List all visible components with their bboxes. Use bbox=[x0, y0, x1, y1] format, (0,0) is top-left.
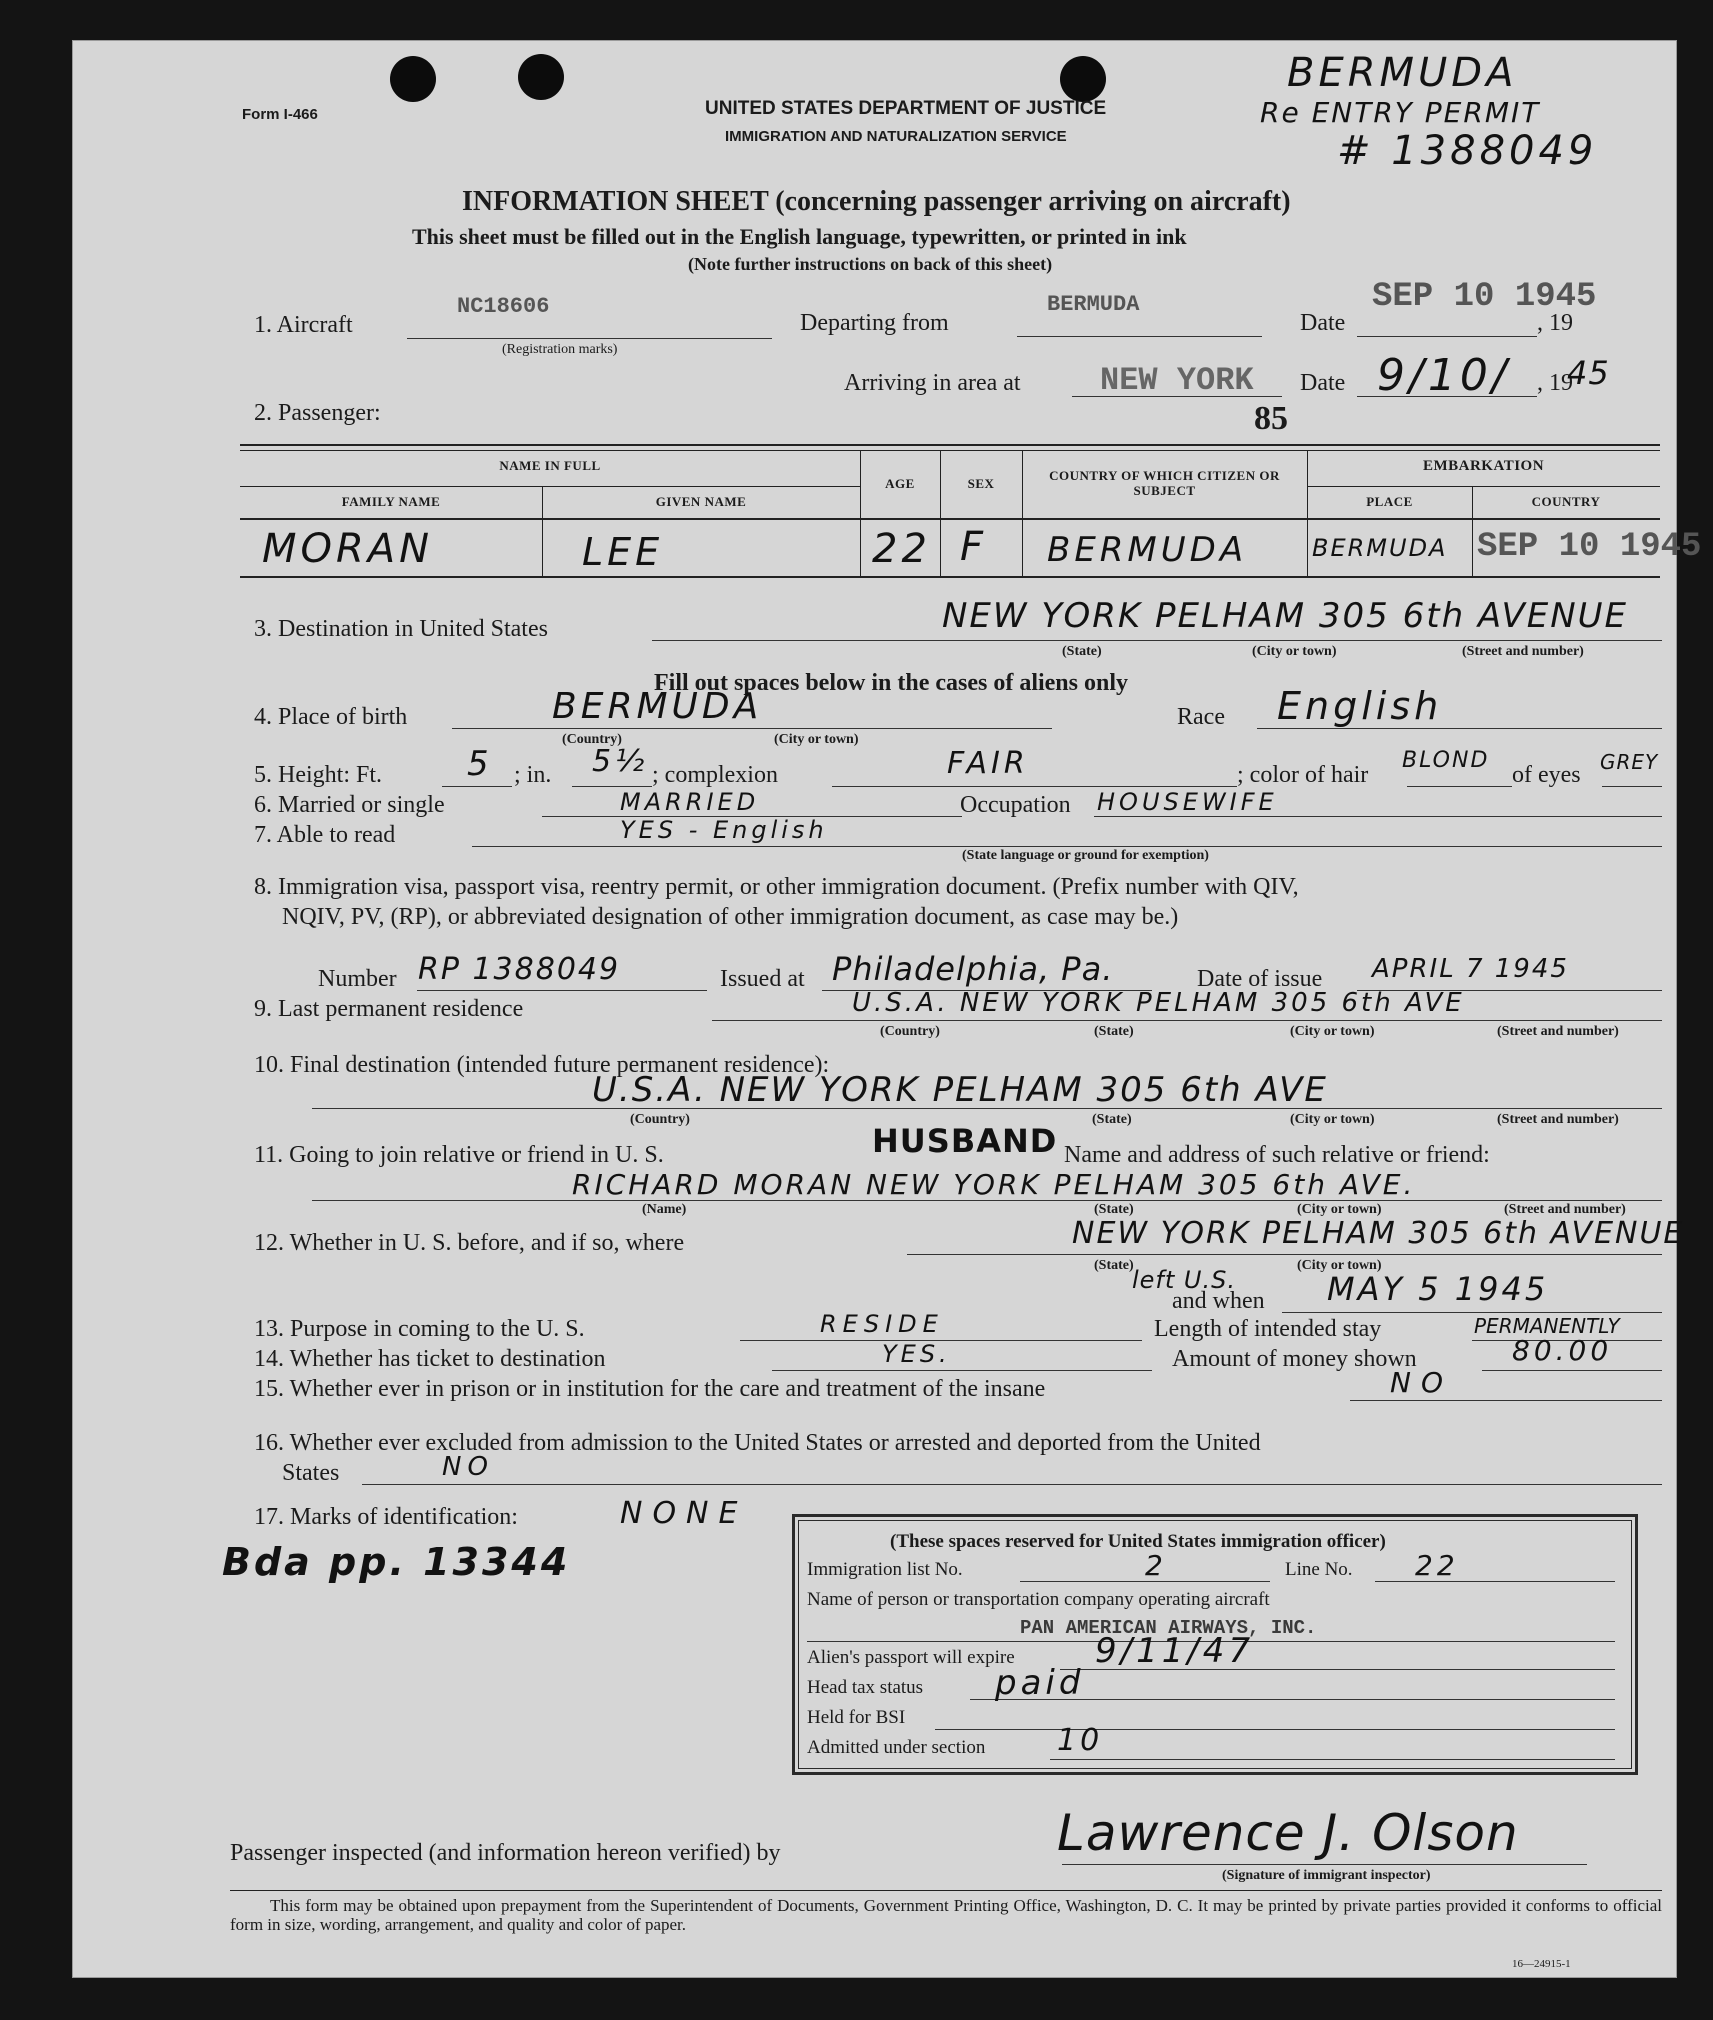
arriving-label: Arriving in area at bbox=[844, 370, 1021, 396]
officer-heading: (These spaces reserved for United States immigration officer) bbox=[890, 1531, 1386, 1552]
final-state-caption: (State) bbox=[1092, 1112, 1132, 1127]
issued-at-label: Issued at bbox=[720, 966, 805, 992]
date-of-issue-value: APRIL 7 1945 bbox=[1372, 954, 1569, 984]
height-in-value: 5½ bbox=[592, 744, 649, 779]
header-place: PLACE bbox=[1366, 494, 1413, 509]
passenger-number: 85 bbox=[1254, 400, 1288, 437]
excluded-value: NO bbox=[442, 1452, 494, 1482]
relation-value: HUSBAND bbox=[872, 1122, 1058, 1160]
hair-label: ; color of hair bbox=[1237, 762, 1369, 788]
prison-label: 15. Whether ever in prison or in institution for the care and treatment of the insane bbox=[254, 1376, 1046, 1402]
height-in-label: ; in. bbox=[514, 762, 552, 788]
final-destination-value: U.S.A. NEW YORK PELHAM 305 6th AVE bbox=[592, 1070, 1328, 1110]
money-value: 80.00 bbox=[1512, 1334, 1613, 1367]
sex-value: F bbox=[960, 524, 988, 570]
ticket-label: 14. Whether has ticket to destination bbox=[254, 1346, 606, 1372]
destination-value: NEW YORK PELHAM 305 6th AVENUE bbox=[942, 596, 1629, 636]
inspector-signature: Lawrence J. Olson bbox=[1057, 1804, 1519, 1862]
line-no-label: Line No. bbox=[1285, 1559, 1353, 1580]
held-bsi-label: Held for BSI bbox=[807, 1707, 906, 1728]
date-stamp: SEP 10 1945 bbox=[1372, 278, 1597, 316]
officer-box bbox=[792, 1514, 1638, 1775]
punch-hole bbox=[1060, 56, 1106, 102]
occupation-value: HOUSEWIFE bbox=[1097, 788, 1278, 816]
footer-note: This form may be obtained upon prepayment from the Superintendent of Documents, Government Printing Office, Washington, D. C. It may be printed by private parties provided it conforms to official form in size, wording, arrangement, and quality and color of paper. bbox=[230, 1896, 1662, 1934]
birth-city-caption: (City or town) bbox=[774, 732, 859, 747]
complexion-label: ; complexion bbox=[652, 762, 778, 788]
page-title: INFORMATION SHEET (concerning passenger arriving on aircraft) bbox=[462, 186, 1291, 217]
read-value: YES - English bbox=[620, 816, 828, 844]
passport-expire-value: 9/11/47 bbox=[1095, 1631, 1255, 1671]
punch-hole bbox=[390, 56, 436, 102]
complexion-value: FAIR bbox=[947, 746, 1029, 781]
passenger-label: 2. Passenger: bbox=[254, 400, 381, 426]
country-stamp: SEP 10 1945 bbox=[1477, 528, 1702, 566]
when-label: and when bbox=[1172, 1288, 1265, 1314]
service: IMMIGRATION AND NATURALIZATION SERVICE bbox=[725, 128, 1067, 145]
ticket-value: YES. bbox=[882, 1340, 951, 1368]
head-tax-value: paid bbox=[995, 1663, 1085, 1703]
before-label: 12. Whether in U. S. before, and if so, where bbox=[254, 1230, 685, 1256]
excluded-label-2: States bbox=[282, 1460, 340, 1486]
list-no-value: 2 bbox=[1145, 1549, 1167, 1582]
note: (Note further instructions on back of this sheet) bbox=[688, 254, 1053, 274]
list-no-label: Immigration list No. bbox=[807, 1559, 963, 1580]
subtitle: This sheet must be filled out in the English language, typewritten, or printed in ink bbox=[412, 224, 1187, 249]
race-value: English bbox=[1277, 684, 1443, 728]
registration-caption: (Registration marks) bbox=[502, 342, 618, 357]
residence-street-caption: (Street and number) bbox=[1497, 1024, 1619, 1039]
visa-number-label: Number bbox=[318, 966, 397, 992]
purpose-value: RESIDE bbox=[820, 1310, 944, 1338]
final-destination-label: 10. Final destination (intended future permanent residence): bbox=[254, 1052, 830, 1078]
arrival-date-suffix: , 19 bbox=[1537, 370, 1573, 396]
margin-note-3: # 1388049 bbox=[1337, 128, 1598, 174]
form-code: 16—24915-1 bbox=[1512, 1958, 1571, 1970]
header-age: AGE bbox=[885, 476, 915, 491]
header-embarkation: EMBARKATION bbox=[1422, 458, 1545, 474]
money-label: Amount of money shown bbox=[1172, 1346, 1417, 1372]
when-value: MAY 5 1945 bbox=[1327, 1270, 1549, 1308]
operator-value: PAN AMERICAN AIRWAYS, INC. bbox=[1020, 1617, 1317, 1639]
section-value: 10 bbox=[1057, 1723, 1104, 1758]
passport-expire-label: Alien's passport will expire bbox=[807, 1647, 1015, 1668]
destination-state-caption: (State) bbox=[1062, 644, 1102, 659]
residence-value: U.S.A. NEW YORK PELHAM 305 6th AVE bbox=[852, 988, 1465, 1018]
visa-text-2: NQIV, PV, (RP), or abbreviated designation of other immigration document, as case may be.) bbox=[282, 904, 1179, 930]
relative-name-address-label: Name and address of such relative or friend: bbox=[1064, 1142, 1490, 1168]
join-label: 11. Going to join relative or friend in U. S. bbox=[254, 1142, 664, 1168]
marks-note: Bda pp. 13344 bbox=[222, 1540, 571, 1584]
hair-value: BLOND bbox=[1402, 748, 1490, 773]
purpose-label: 13. Purpose in coming to the U. S. bbox=[254, 1316, 585, 1342]
header-family-name: FAMILY NAME bbox=[341, 494, 441, 509]
read-label: 7. Able to read bbox=[254, 822, 396, 848]
residence-label: 9. Last permanent residence bbox=[254, 996, 524, 1022]
before-state-caption: (State) bbox=[1094, 1258, 1134, 1273]
visa-text-1: 8. Immigration visa, passport visa, reentry permit, or other immigration document. (Prefix number with QIV, bbox=[254, 874, 1299, 900]
date-label: Date bbox=[1300, 310, 1346, 336]
line-no-value: 22 bbox=[1415, 1549, 1459, 1582]
relative-name-caption: (Name) bbox=[642, 1202, 687, 1217]
birth-value: BERMUDA bbox=[552, 686, 763, 727]
married-value: MARRIED bbox=[620, 788, 760, 816]
birth-country-caption: (Country) bbox=[562, 732, 622, 747]
date-suffix: , 19 bbox=[1537, 310, 1573, 336]
signature-caption: (Signature of immigrant inspector) bbox=[1222, 1868, 1431, 1883]
before-city-caption: (City or town) bbox=[1297, 1258, 1382, 1273]
relative-street-caption: (Street and number) bbox=[1504, 1202, 1626, 1217]
issued-at-value: Philadelphia, Pa. bbox=[832, 950, 1114, 988]
arrival-year: 45 bbox=[1567, 354, 1610, 392]
prison-value: NO bbox=[1390, 1366, 1453, 1399]
read-caption: (State language or ground for exemption) bbox=[962, 848, 1209, 863]
departing-value: BERMUDA bbox=[1047, 292, 1140, 317]
margin-note-1: BERMUDA bbox=[1287, 50, 1518, 96]
arrival-date-label: Date bbox=[1300, 370, 1346, 396]
occupation-label: Occupation bbox=[960, 792, 1071, 818]
residence-country-caption: (Country) bbox=[880, 1024, 940, 1039]
header-country: COUNTRY bbox=[1531, 494, 1601, 509]
header-country-citizen: COUNTRY OF WHICH CITIZEN OR SUBJECT bbox=[1049, 468, 1280, 498]
when-note: left U.S. bbox=[1132, 1266, 1236, 1294]
aircraft-label: 1. Aircraft bbox=[254, 312, 353, 338]
age-value: 22 bbox=[872, 526, 931, 572]
height-label: 5. Height: Ft. bbox=[254, 762, 383, 788]
excluded-label-1: 16. Whether ever excluded from admission to the United States or arrested and deported from the United bbox=[254, 1430, 1261, 1456]
arriving-value: NEW YORK bbox=[1100, 362, 1254, 399]
final-country-caption: (Country) bbox=[630, 1112, 690, 1127]
place-value: BERMUDA bbox=[1312, 534, 1448, 562]
inspected-label: Passenger inspected (and information hereon verified) by bbox=[230, 1840, 781, 1866]
margin-note-2: Re ENTRY PERMIT bbox=[1260, 96, 1541, 129]
form-number: Form I-466 bbox=[242, 106, 318, 123]
relative-value: RICHARD MORAN NEW YORK PELHAM 305 6th AVE. bbox=[572, 1168, 1416, 1201]
form-sheet bbox=[72, 40, 1702, 1978]
head-tax-label: Head tax status bbox=[807, 1677, 924, 1698]
destination-label: 3. Destination in United States bbox=[254, 616, 548, 642]
section-label: Admitted under section bbox=[807, 1737, 986, 1758]
married-label: 6. Married or single bbox=[254, 792, 445, 818]
family-name-value: MORAN bbox=[262, 526, 434, 572]
department: UNITED STATES DEPARTMENT OF JUSTICE bbox=[705, 98, 1107, 119]
visa-number-value: RP 1388049 bbox=[418, 952, 621, 987]
destination-street-caption: (Street and number) bbox=[1462, 644, 1584, 659]
final-city-caption: (City or town) bbox=[1290, 1112, 1375, 1127]
eyes-label: of eyes bbox=[1512, 762, 1581, 788]
destination-city-caption: (City or town) bbox=[1252, 644, 1337, 659]
marks-label: 17. Marks of identification: bbox=[254, 1504, 518, 1530]
operator-label: Name of person or transportation company operating aircraft bbox=[807, 1589, 1270, 1610]
header-sex: SEX bbox=[967, 476, 995, 491]
citizen-value: BERMUDA bbox=[1047, 530, 1248, 570]
final-street-caption: (Street and number) bbox=[1497, 1112, 1619, 1127]
given-name-value: LEE bbox=[582, 530, 664, 574]
eyes-value: GREY bbox=[1600, 750, 1659, 774]
relative-state-caption: (State) bbox=[1094, 1202, 1134, 1217]
aircraft-value: NC18606 bbox=[457, 294, 550, 319]
before-value: NEW YORK PELHAM 305 6th AVENUE bbox=[1072, 1216, 1685, 1251]
aliens-only-note: Fill out spaces below in the cases of aliens only bbox=[654, 670, 1129, 696]
race-label: Race bbox=[1177, 704, 1225, 730]
stay-value: PERMANENTLY bbox=[1474, 1314, 1620, 1338]
departing-label: Departing from bbox=[800, 310, 949, 336]
header-given-name: GIVEN NAME bbox=[655, 494, 747, 509]
marks-value: NONE bbox=[620, 1496, 748, 1531]
birth-label: 4. Place of birth bbox=[254, 704, 408, 730]
arrival-date-value: 9/10/ bbox=[1377, 350, 1511, 401]
stay-label: Length of intended stay bbox=[1154, 1316, 1382, 1342]
date-of-issue-label: Date of issue bbox=[1197, 966, 1323, 992]
header-name-in-full: NAME IN FULL bbox=[499, 458, 601, 473]
residence-city-caption: (City or town) bbox=[1290, 1024, 1375, 1039]
height-ft-value: 5 bbox=[467, 744, 493, 784]
punch-hole bbox=[518, 54, 564, 100]
residence-state-caption: (State) bbox=[1094, 1024, 1134, 1039]
relative-city-caption: (City or town) bbox=[1297, 1202, 1382, 1217]
